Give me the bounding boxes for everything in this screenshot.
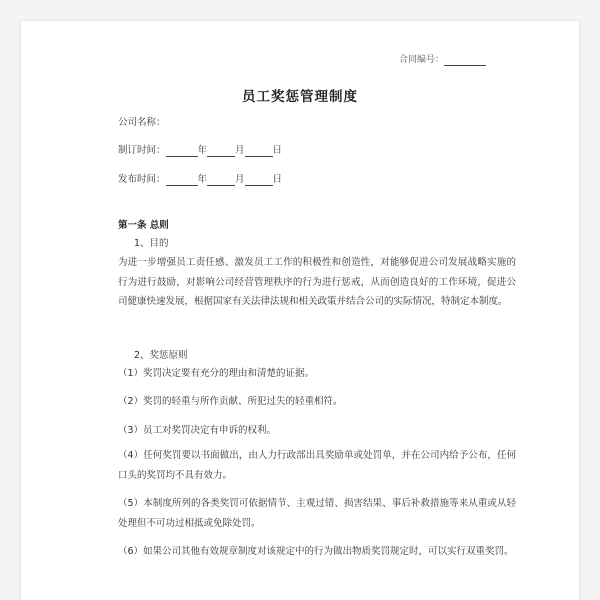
made-year-blank: [166, 146, 198, 157]
principle-item: （3）员工对奖罚决定有申诉的权利。: [118, 425, 277, 436]
contract-number-label: 合同编号：: [399, 55, 445, 65]
document-title: 员工奖惩管理制度: [242, 89, 358, 105]
made-month-unit: 月: [235, 145, 245, 156]
publish-month-blank: [207, 175, 235, 186]
principle-item: （1）奖罚决定要有充分的理由和清楚的证据。: [118, 368, 315, 379]
publish-month-unit: 月: [235, 174, 245, 185]
subsection-purpose: 1、目的: [134, 238, 169, 249]
publish-year-unit: 年: [197, 174, 208, 185]
made-day-unit: 日: [272, 145, 283, 156]
principle-item: （5）本制度所列的各类奖罚可依据情节、主观过错、损害结果、事后补救措施等来从重或从轻处理但不可功过相抵或免除处罚。: [118, 498, 516, 529]
subsection-principles: 2、奖惩原则: [134, 350, 188, 361]
purpose-paragraph: 为进一步增强员工责任感、激发员工工作的积极性和创造性，对能够促进公司发展战略实施的行为进行鼓励，对影响公司经营管理秩序的行为进行惩戒，从而创造良好的工作环境，促进公司健康快速发展，根据国家有关法律法规和相关政策并结合公司的实际情况，特制定本制度。: [118, 257, 516, 307]
made-day-blank: [245, 146, 273, 157]
principle-item: （2）奖罚的轻重与所作贡献、所犯过失的轻重相符。: [118, 396, 343, 407]
company-name-field: [118, 117, 166, 129]
principle-item: （4）任何奖罚要以书面做出，由人力行政部出具奖励单或处罚单，并在公司内给予公布，任何口头的奖罚均不具有效力。: [118, 450, 516, 481]
principle-item: （6）如果公司其他有效规章制度对该规定中的行为做出物质奖罚规定时，可以实行双重奖罚。: [118, 546, 514, 557]
publish-year-blank: [166, 175, 198, 186]
contract-number-blank: [444, 55, 486, 66]
company-name-label: 公司名称：: [118, 117, 166, 128]
document-page: [21, 21, 579, 600]
made-date-field: [118, 145, 282, 157]
publish-day-blank: [245, 175, 273, 186]
made-year-unit: 年: [197, 145, 208, 156]
publish-date-label: 发布时间：: [118, 174, 166, 185]
contract-number: [399, 54, 486, 66]
made-month-blank: [207, 146, 235, 157]
made-date-label: 制订时间：: [118, 145, 166, 156]
publish-date-field: [118, 174, 282, 186]
publish-day-unit: 日: [272, 174, 283, 185]
section-heading: 第一条 总则: [118, 220, 169, 231]
